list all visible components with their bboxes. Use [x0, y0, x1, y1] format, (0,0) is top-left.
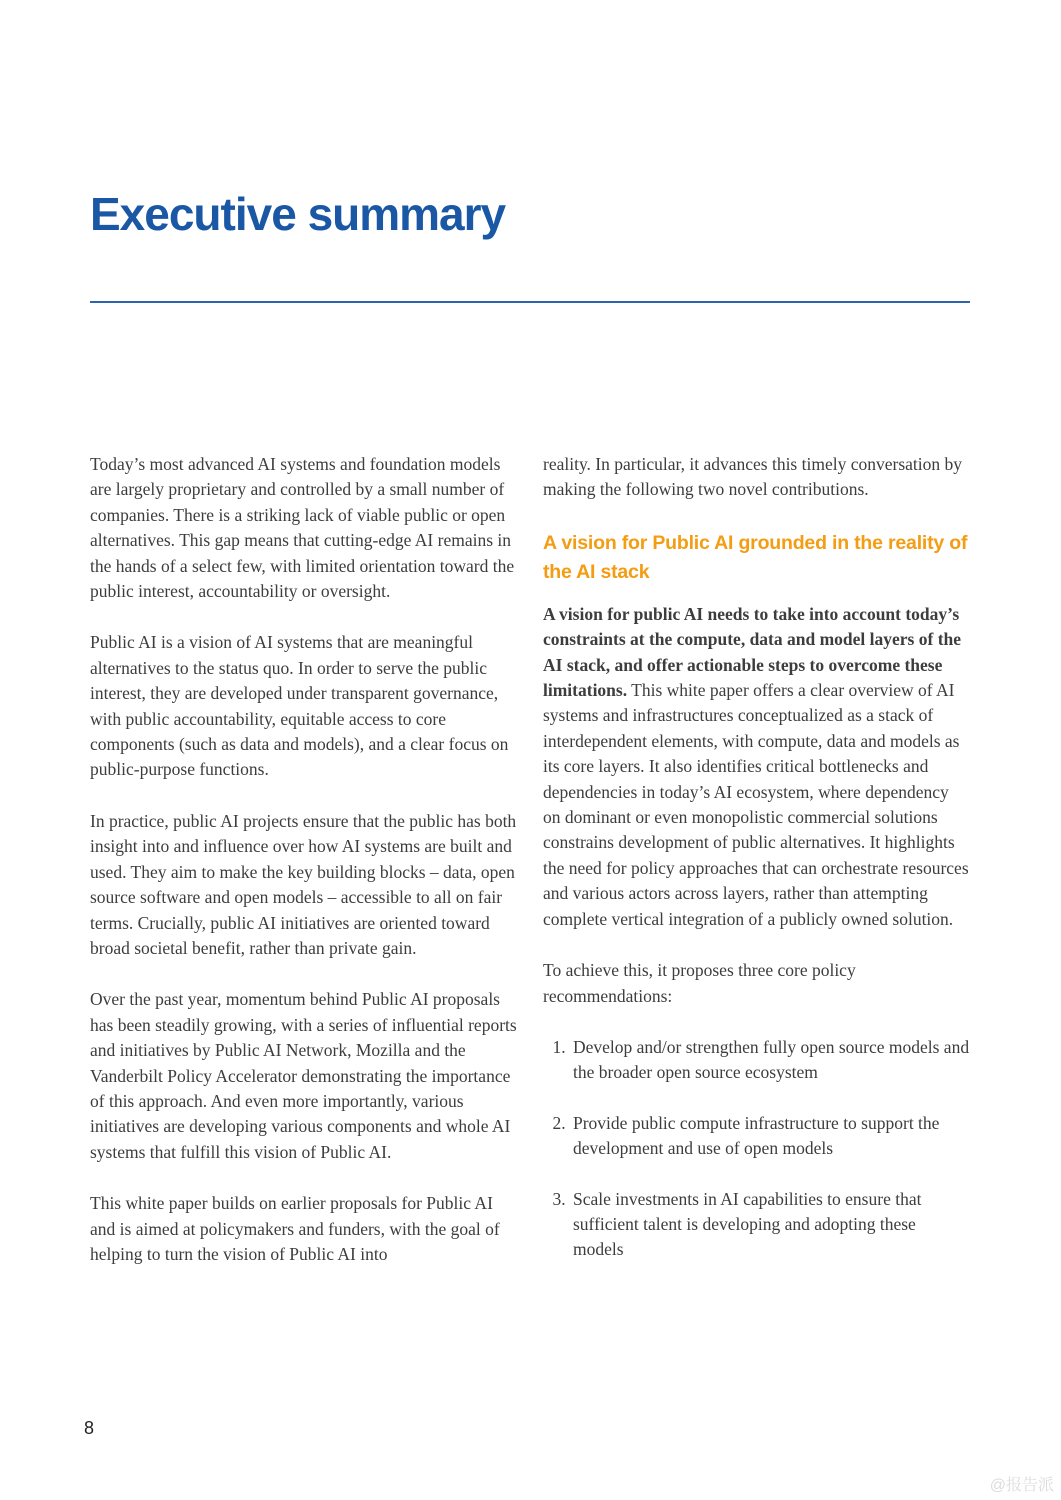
list-item-public-compute: 2. Provide public compute infrastructure to support the development and use of open models [570, 1111, 970, 1162]
body-columns [90, 452, 970, 1293]
paragraph-intro-ai-systems: Today’s most advanced AI systems and foundation models are largely proprietary and controlled by a small number of companies. There is a striking lack of viable public or open alternatives. This gap means that cutting-edge AI remains in the hands of a select few, with limited orientation toward the public interest, accountability or oversight. [90, 454, 515, 602]
paragraph-momentum: Over the past year, momentum behind Public AI proposals has been steadily growing, with a series of influential reports and initiatives by Public AI Network, Mozilla and the Vanderbilt Policy Accelerator demonstrating the importance of this approach. And even more importantly, various initiatives are developing various components and whole AI systems that fulfill this vision of Public AI. [90, 989, 517, 1162]
watermark: @报告派 [989, 1477, 1054, 1494]
left-column [90, 452, 517, 1293]
right-column [543, 452, 970, 1293]
paragraph-in-practice: In practice, public AI projects ensure that the public has both insight into and influence over how AI systems are built and used. They aim to make the key building blocks – data, open source software and open models – accessible to all on fair terms. Crucially, public AI initiatives are oriented toward broad societal benefit, rather than private gain. [90, 810, 517, 958]
paragraph-continuation: reality. In particular, it advances this timely conversation by making the following two novel contributions. [543, 454, 963, 500]
vision-rest-text: This white paper offers a clear overview of AI systems and infrastructures conceptualized as a stack of interdependent elements, with compute, data and models as its core layers. It also identifies critical bottlenecks and dependencies in today’s AI ecosystem, where dependency on dominant or even monopolistic commercial solutions constrains development of public alternatives. It highlights the need for policy approaches that can orchestrate resources and various actors across layers, rather than attempting complete vertical integration of a publicly owned solution. [543, 680, 969, 929]
vision-lead-sentence: A vision for public AI needs to take into account today’s constraints at the compute, data and model layers of the AI stack, and offer actionable steps to overcome these limitations. [543, 603, 962, 701]
title-divider [90, 301, 970, 303]
paragraph-recommendations-intro: To achieve this, it proposes three core policy recommendations: [543, 960, 856, 1006]
section-heading-vision: A vision for Public AI grounded in the reality of the AI stack [543, 531, 968, 583]
recommendations-list [543, 1035, 970, 1263]
list-item-open-source-models: 1. Develop and/or strengthen fully open source models and the broader open source ecosystem [570, 1035, 970, 1086]
paragraph-white-paper-builds: This white paper builds on earlier proposals for Public AI and is aimed at policymakers and funders, with the goal of helping to turn the vision of Public AI into [90, 1193, 500, 1264]
list-item-scale-investments: 3. Scale investments in AI capabilities to ensure that sufficient talent is developing and adopting these models [570, 1187, 970, 1263]
paragraph-public-ai-vision: Public AI is a vision of AI systems that are meaningful alternatives to the status quo. In order to serve the public interest, they are developed under transparent governance, with public accountability, equitable access to core components (such as data and models), and a clear focus on public-purpose functions. [90, 632, 509, 780]
page-number: 8 [84, 1418, 95, 1438]
page-title: Executive summary [90, 187, 506, 240]
paragraph-vision-stack [543, 602, 970, 932]
